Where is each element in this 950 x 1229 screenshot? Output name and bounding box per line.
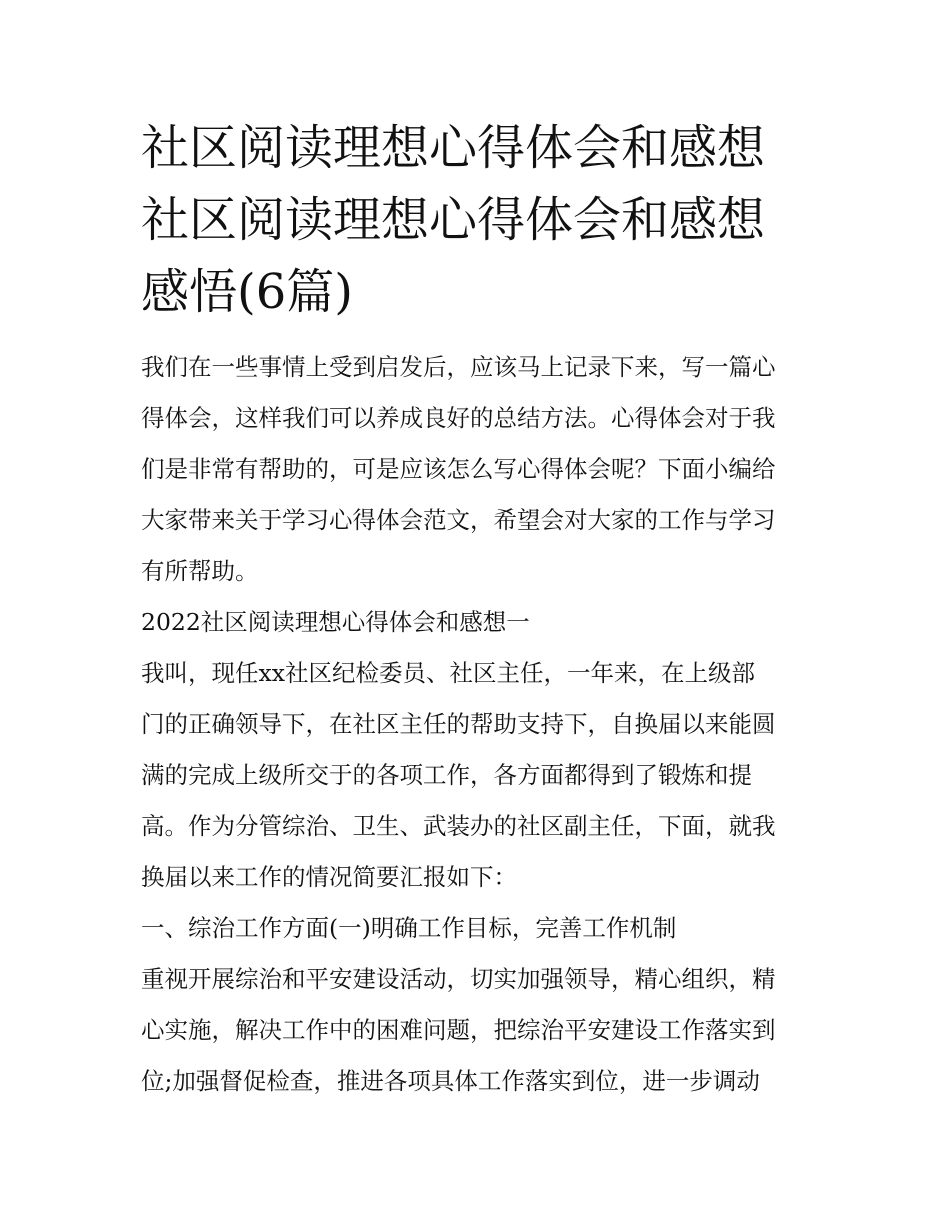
document-body — [141, 342, 821, 1107]
report-paragraph: 我叫，现任xx社区纪检委员、社区主任，一年来，在上级部 门的正确领导下，在社区主任的帮助支持下，自换届以来能圆 满的完成上级所交于的各项工作，各方面都得到了锻炼和提 高。作为分管综治、卫生、武装办的社区副主任，下面，就我 换届以来工作的情况简要汇报如下： — [141, 659, 776, 891]
subsection-heading: 一、综治工作方面(一)明确工作目标，完善工作机制 — [141, 914, 677, 942]
work-paragraph: 重视开展综治和平安建设活动，切实加强领导，精心组织，精 心实施，解决工作中的困难问题，把综治平安建设工作落实到 位;加强督促检查，推进各项具体工作落实到位，进一步调动 — [141, 965, 776, 1095]
title-line-1: 社区阅读理想心得体会和感想 — [141, 120, 766, 176]
section-heading: 2022社区阅读理想心得体会和感想一 — [141, 608, 530, 636]
title-line-3: 感悟(6篇) — [141, 264, 353, 320]
intro-paragraph: 我们在一些事情上受到启发后，应该马上记录下来，写一篇心 得体会，这样我们可以养成良好的总结方法。心得体会对于我 们是非常有帮助的，可是应该怎么写心得体会呢？下面小编给 大家带来关于学习心得体会范文，希望会对大家的工作与学习 有所帮助。 — [141, 353, 776, 585]
document-title — [141, 112, 821, 328]
document-content — [141, 112, 821, 1107]
title-line-2: 社区阅读理想心得体会和感想 — [141, 192, 766, 248]
